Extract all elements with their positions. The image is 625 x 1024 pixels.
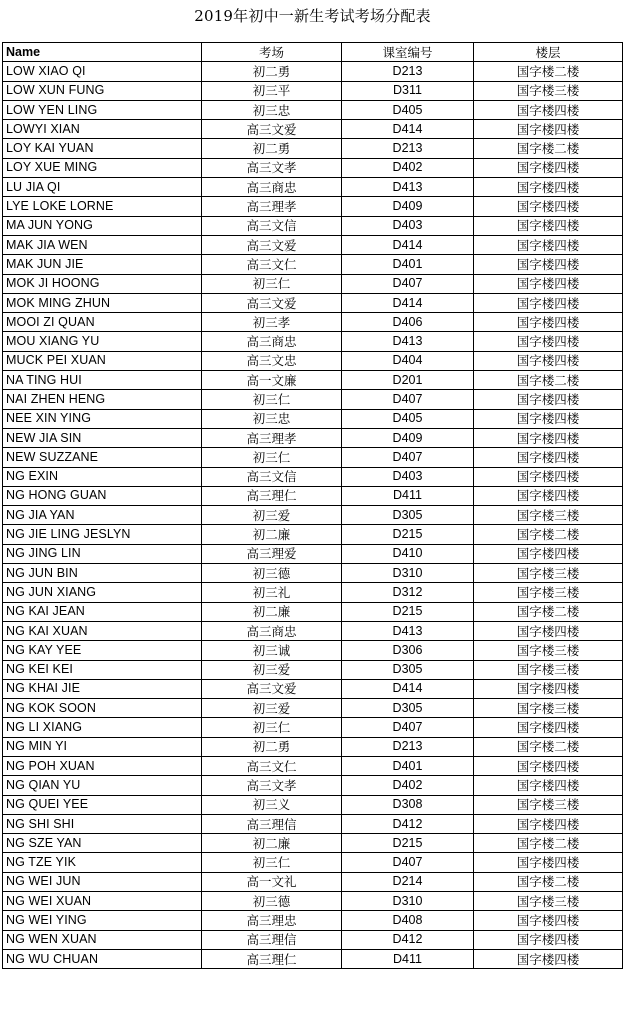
classroom-code-cell: D407 xyxy=(342,718,474,737)
classroom-code-cell: D213 xyxy=(342,139,474,158)
table-row xyxy=(3,216,623,235)
classroom-code-cell: D213 xyxy=(342,737,474,756)
exam-room-cell: 高三理仁 xyxy=(202,949,342,968)
table-row xyxy=(3,428,623,447)
student-name-cell: LOWYI XIAN xyxy=(3,120,202,139)
classroom-code-cell: D403 xyxy=(342,467,474,486)
exam-room-cell: 高三文信 xyxy=(202,467,342,486)
classroom-code-cell: D407 xyxy=(342,853,474,872)
student-name-cell: NG JUN XIANG xyxy=(3,583,202,602)
classroom-code-cell: D412 xyxy=(342,930,474,949)
student-name-cell: NG KHAI JIE xyxy=(3,679,202,698)
classroom-code-cell: D403 xyxy=(342,216,474,235)
classroom-code-cell: D408 xyxy=(342,911,474,930)
table-row xyxy=(3,602,623,621)
classroom-code-cell: D215 xyxy=(342,602,474,621)
classroom-code-cell: D308 xyxy=(342,795,474,814)
floor-cell: 国字楼四楼 xyxy=(474,544,623,563)
floor-cell: 国字楼四楼 xyxy=(474,949,623,968)
student-name-cell: NG QUEI YEE xyxy=(3,795,202,814)
student-name-cell: MUCK PEI XUAN xyxy=(3,351,202,370)
table-row xyxy=(3,390,623,409)
student-name-cell: MAK JIA WEN xyxy=(3,235,202,254)
floor-cell: 国字楼四楼 xyxy=(474,158,623,177)
floor-cell: 国字楼三楼 xyxy=(474,641,623,660)
table-row xyxy=(3,62,623,81)
table-row xyxy=(3,544,623,563)
floor-cell: 国字楼三楼 xyxy=(474,506,623,525)
student-name-cell: NG QIAN YU xyxy=(3,776,202,795)
floor-cell: 国字楼四楼 xyxy=(474,120,623,139)
table-row xyxy=(3,100,623,119)
table-row xyxy=(3,699,623,718)
exam-room-cell: 初三义 xyxy=(202,795,342,814)
floor-cell: 国字楼四楼 xyxy=(474,332,623,351)
student-name-cell: LOW XUN FUNG xyxy=(3,81,202,100)
classroom-code-cell: D412 xyxy=(342,814,474,833)
exam-room-cell: 高三商忠 xyxy=(202,332,342,351)
table-row xyxy=(3,892,623,911)
classroom-code-cell: D413 xyxy=(342,178,474,197)
floor-cell: 国字楼四楼 xyxy=(474,679,623,698)
exam-room-cell: 高三理孝 xyxy=(202,428,342,447)
classroom-code-cell: D214 xyxy=(342,872,474,891)
exam-room-cell: 初三忠 xyxy=(202,409,342,428)
student-name-cell: NG JIE LING JESLYN xyxy=(3,525,202,544)
exam-room-cell: 初二廉 xyxy=(202,834,342,853)
student-name-cell: NG SHI SHI xyxy=(3,814,202,833)
student-name-cell: NG KAI JEAN xyxy=(3,602,202,621)
student-name-cell: NG SZE YAN xyxy=(3,834,202,853)
table-row xyxy=(3,621,623,640)
student-name-cell: NG JIA YAN xyxy=(3,506,202,525)
classroom-code-cell: D310 xyxy=(342,564,474,583)
table-row xyxy=(3,679,623,698)
exam-room-cell: 高一文廉 xyxy=(202,371,342,390)
floor-cell: 国字楼四楼 xyxy=(474,197,623,216)
table-row xyxy=(3,853,623,872)
student-name-cell: NEW SUZZANE xyxy=(3,448,202,467)
student-name-cell: NAI ZHEN HENG xyxy=(3,390,202,409)
floor-cell: 国字楼四楼 xyxy=(474,351,623,370)
exam-room-cell: 初三仁 xyxy=(202,718,342,737)
exam-room-cell: 高三文爱 xyxy=(202,120,342,139)
table-header-row xyxy=(3,43,623,62)
floor-cell: 国字楼四楼 xyxy=(474,178,623,197)
classroom-code-cell: D413 xyxy=(342,332,474,351)
table-row xyxy=(3,814,623,833)
floor-cell: 国字楼四楼 xyxy=(474,428,623,447)
classroom-code-cell: D407 xyxy=(342,390,474,409)
classroom-code-cell: D402 xyxy=(342,158,474,177)
student-name-cell: NG KEI KEI xyxy=(3,660,202,679)
exam-room-cell: 高三文爱 xyxy=(202,235,342,254)
student-name-cell: NG WEI JUN xyxy=(3,872,202,891)
floor-cell: 国字楼二楼 xyxy=(474,737,623,756)
table-row xyxy=(3,718,623,737)
exam-room-cell: 初三忠 xyxy=(202,100,342,119)
floor-cell: 国字楼三楼 xyxy=(474,81,623,100)
exam-room-cell: 初三孝 xyxy=(202,313,342,332)
student-name-cell: LOW XIAO QI xyxy=(3,62,202,81)
exam-room-cell: 高三文爱 xyxy=(202,679,342,698)
student-name-cell: NG KAY YEE xyxy=(3,641,202,660)
exam-room-cell: 初二勇 xyxy=(202,62,342,81)
exam-room-cell: 初三仁 xyxy=(202,448,342,467)
table-row xyxy=(3,872,623,891)
exam-room-cell: 初二勇 xyxy=(202,139,342,158)
table-body xyxy=(3,62,623,969)
floor-cell: 国字楼四楼 xyxy=(474,853,623,872)
floor-cell: 国字楼四楼 xyxy=(474,486,623,505)
student-name-cell: NG LI XIANG xyxy=(3,718,202,737)
exam-room-cell: 高三理忠 xyxy=(202,911,342,930)
classroom-code-cell: D311 xyxy=(342,81,474,100)
table-row xyxy=(3,351,623,370)
table-row xyxy=(3,795,623,814)
classroom-code-cell: D414 xyxy=(342,120,474,139)
table-row xyxy=(3,81,623,100)
student-name-cell: LOY KAI YUAN xyxy=(3,139,202,158)
table-row xyxy=(3,120,623,139)
floor-cell: 国字楼四楼 xyxy=(474,814,623,833)
floor-cell: 国字楼四楼 xyxy=(474,718,623,737)
classroom-code-cell: D305 xyxy=(342,660,474,679)
table-row xyxy=(3,274,623,293)
exam-room-cell: 高三商忠 xyxy=(202,178,342,197)
exam-room-cell: 初三德 xyxy=(202,892,342,911)
student-name-cell: NEW JIA SIN xyxy=(3,428,202,447)
student-name-cell: NA TING HUI xyxy=(3,371,202,390)
student-name-cell: LOY XUE MING xyxy=(3,158,202,177)
table-row xyxy=(3,911,623,930)
column-header-name: Name xyxy=(3,43,202,62)
floor-cell: 国字楼四楼 xyxy=(474,930,623,949)
table-row xyxy=(3,930,623,949)
floor-cell: 国字楼四楼 xyxy=(474,255,623,274)
student-name-cell: NG POH XUAN xyxy=(3,756,202,775)
classroom-code-cell: D201 xyxy=(342,371,474,390)
classroom-code-cell: D410 xyxy=(342,544,474,563)
classroom-code-cell: D414 xyxy=(342,293,474,312)
floor-cell: 国字楼四楼 xyxy=(474,390,623,409)
floor-cell: 国字楼四楼 xyxy=(474,467,623,486)
exam-room-cell: 高三理信 xyxy=(202,814,342,833)
column-header-floor: 楼层 xyxy=(474,43,623,62)
classroom-code-cell: D411 xyxy=(342,486,474,505)
classroom-code-cell: D413 xyxy=(342,621,474,640)
student-name-cell: MAK JUN JIE xyxy=(3,255,202,274)
student-name-cell: LYE LOKE LORNE xyxy=(3,197,202,216)
table-row xyxy=(3,834,623,853)
floor-cell: 国字楼二楼 xyxy=(474,371,623,390)
student-name-cell: LOW YEN LING xyxy=(3,100,202,119)
exam-room-cell: 初三德 xyxy=(202,564,342,583)
exam-room-cell: 初二勇 xyxy=(202,737,342,756)
classroom-code-cell: D213 xyxy=(342,62,474,81)
student-name-cell: NG MIN YI xyxy=(3,737,202,756)
exam-room-cell: 高三理爱 xyxy=(202,544,342,563)
classroom-code-cell: D215 xyxy=(342,525,474,544)
classroom-code-cell: D414 xyxy=(342,679,474,698)
exam-room-cell: 初三仁 xyxy=(202,853,342,872)
exam-room-cell: 高三文仁 xyxy=(202,255,342,274)
classroom-code-cell: D407 xyxy=(342,274,474,293)
floor-cell: 国字楼二楼 xyxy=(474,602,623,621)
student-name-cell: NG TZE YIK xyxy=(3,853,202,872)
floor-cell: 国字楼三楼 xyxy=(474,564,623,583)
table-row xyxy=(3,139,623,158)
exam-room-cell: 高三文孝 xyxy=(202,158,342,177)
exam-room-cell: 初三仁 xyxy=(202,274,342,293)
student-name-cell: MA JUN YONG xyxy=(3,216,202,235)
exam-room-cell: 高三理信 xyxy=(202,930,342,949)
classroom-code-cell: D407 xyxy=(342,448,474,467)
table-row xyxy=(3,293,623,312)
floor-cell: 国字楼四楼 xyxy=(474,911,623,930)
classroom-code-cell: D404 xyxy=(342,351,474,370)
floor-cell: 国字楼三楼 xyxy=(474,795,623,814)
table-row xyxy=(3,371,623,390)
exam-room-cell: 初三爱 xyxy=(202,660,342,679)
floor-cell: 国字楼三楼 xyxy=(474,583,623,602)
exam-room-cell: 初二廉 xyxy=(202,602,342,621)
student-name-cell: NG KAI XUAN xyxy=(3,621,202,640)
student-name-cell: LU JIA QI xyxy=(3,178,202,197)
exam-room-cell: 初三诚 xyxy=(202,641,342,660)
exam-room-cell: 初三平 xyxy=(202,81,342,100)
allocation-table xyxy=(2,42,623,969)
classroom-code-cell: D414 xyxy=(342,235,474,254)
exam-room-cell: 初三礼 xyxy=(202,583,342,602)
table-row xyxy=(3,467,623,486)
classroom-code-cell: D406 xyxy=(342,313,474,332)
classroom-code-cell: D401 xyxy=(342,255,474,274)
student-name-cell: NG WEI XUAN xyxy=(3,892,202,911)
exam-room-cell: 初三爱 xyxy=(202,699,342,718)
exam-room-cell: 高三文爱 xyxy=(202,293,342,312)
floor-cell: 国字楼四楼 xyxy=(474,313,623,332)
student-name-cell: NG JING LIN xyxy=(3,544,202,563)
exam-room-cell: 高三文信 xyxy=(202,216,342,235)
table-row xyxy=(3,197,623,216)
table-row xyxy=(3,158,623,177)
exam-room-cell: 高三理孝 xyxy=(202,197,342,216)
table-row xyxy=(3,448,623,467)
exam-room-cell: 高三文孝 xyxy=(202,776,342,795)
column-header-code: 课室编号 xyxy=(342,43,474,62)
table-row xyxy=(3,409,623,428)
table-row xyxy=(3,332,623,351)
table-row xyxy=(3,525,623,544)
table-row xyxy=(3,737,623,756)
floor-cell: 国字楼四楼 xyxy=(474,621,623,640)
student-name-cell: NG EXIN xyxy=(3,467,202,486)
column-header-room: 考场 xyxy=(202,43,342,62)
classroom-code-cell: D405 xyxy=(342,409,474,428)
student-name-cell: MOK JI HOONG xyxy=(3,274,202,293)
floor-cell: 国字楼二楼 xyxy=(474,62,623,81)
table-row xyxy=(3,949,623,968)
page-title: 2019年初中一新生考试考场分配表 xyxy=(194,7,431,25)
exam-room-cell: 高三理仁 xyxy=(202,486,342,505)
student-name-cell: MOU XIANG YU xyxy=(3,332,202,351)
exam-room-cell: 高三文仁 xyxy=(202,756,342,775)
floor-cell: 国字楼四楼 xyxy=(474,274,623,293)
floor-cell: 国字楼二楼 xyxy=(474,139,623,158)
floor-cell: 国字楼四楼 xyxy=(474,235,623,254)
table-row xyxy=(3,583,623,602)
exam-room-cell: 高一文礼 xyxy=(202,872,342,891)
classroom-code-cell: D402 xyxy=(342,776,474,795)
classroom-code-cell: D310 xyxy=(342,892,474,911)
floor-cell: 国字楼三楼 xyxy=(474,660,623,679)
student-name-cell: NG KOK SOON xyxy=(3,699,202,718)
table-row xyxy=(3,313,623,332)
floor-cell: 国字楼二楼 xyxy=(474,525,623,544)
floor-cell: 国字楼四楼 xyxy=(474,100,623,119)
table-row xyxy=(3,776,623,795)
classroom-code-cell: D409 xyxy=(342,428,474,447)
classroom-code-cell: D411 xyxy=(342,949,474,968)
table-row xyxy=(3,506,623,525)
exam-room-cell: 初三爱 xyxy=(202,506,342,525)
table-row xyxy=(3,660,623,679)
classroom-code-cell: D405 xyxy=(342,100,474,119)
student-name-cell: NG WEI YING xyxy=(3,911,202,930)
student-name-cell: MOK MING ZHUN xyxy=(3,293,202,312)
floor-cell: 国字楼二楼 xyxy=(474,872,623,891)
table-row xyxy=(3,235,623,254)
floor-cell: 国字楼四楼 xyxy=(474,756,623,775)
table-row xyxy=(3,641,623,660)
student-name-cell: NG HONG GUAN xyxy=(3,486,202,505)
table-row xyxy=(3,564,623,583)
floor-cell: 国字楼四楼 xyxy=(474,409,623,428)
exam-room-cell: 初二廉 xyxy=(202,525,342,544)
student-name-cell: NG WEN XUAN xyxy=(3,930,202,949)
student-name-cell: MOOI ZI QUAN xyxy=(3,313,202,332)
exam-room-cell: 高三商忠 xyxy=(202,621,342,640)
classroom-code-cell: D409 xyxy=(342,197,474,216)
floor-cell: 国字楼二楼 xyxy=(474,834,623,853)
floor-cell: 国字楼三楼 xyxy=(474,699,623,718)
floor-cell: 国字楼四楼 xyxy=(474,293,623,312)
classroom-code-cell: D305 xyxy=(342,699,474,718)
classroom-code-cell: D215 xyxy=(342,834,474,853)
student-name-cell: NG JUN BIN xyxy=(3,564,202,583)
classroom-code-cell: D305 xyxy=(342,506,474,525)
floor-cell: 国字楼三楼 xyxy=(474,892,623,911)
table-row xyxy=(3,178,623,197)
exam-room-cell: 高三文忠 xyxy=(202,351,342,370)
classroom-code-cell: D312 xyxy=(342,583,474,602)
student-name-cell: NG WU CHUAN xyxy=(3,949,202,968)
exam-room-cell: 初三仁 xyxy=(202,390,342,409)
table-row xyxy=(3,255,623,274)
classroom-code-cell: D401 xyxy=(342,756,474,775)
floor-cell: 国字楼四楼 xyxy=(474,448,623,467)
table-row xyxy=(3,756,623,775)
floor-cell: 国字楼四楼 xyxy=(474,776,623,795)
floor-cell: 国字楼四楼 xyxy=(474,216,623,235)
student-name-cell: NEE XIN YING xyxy=(3,409,202,428)
classroom-code-cell: D306 xyxy=(342,641,474,660)
table-row xyxy=(3,486,623,505)
